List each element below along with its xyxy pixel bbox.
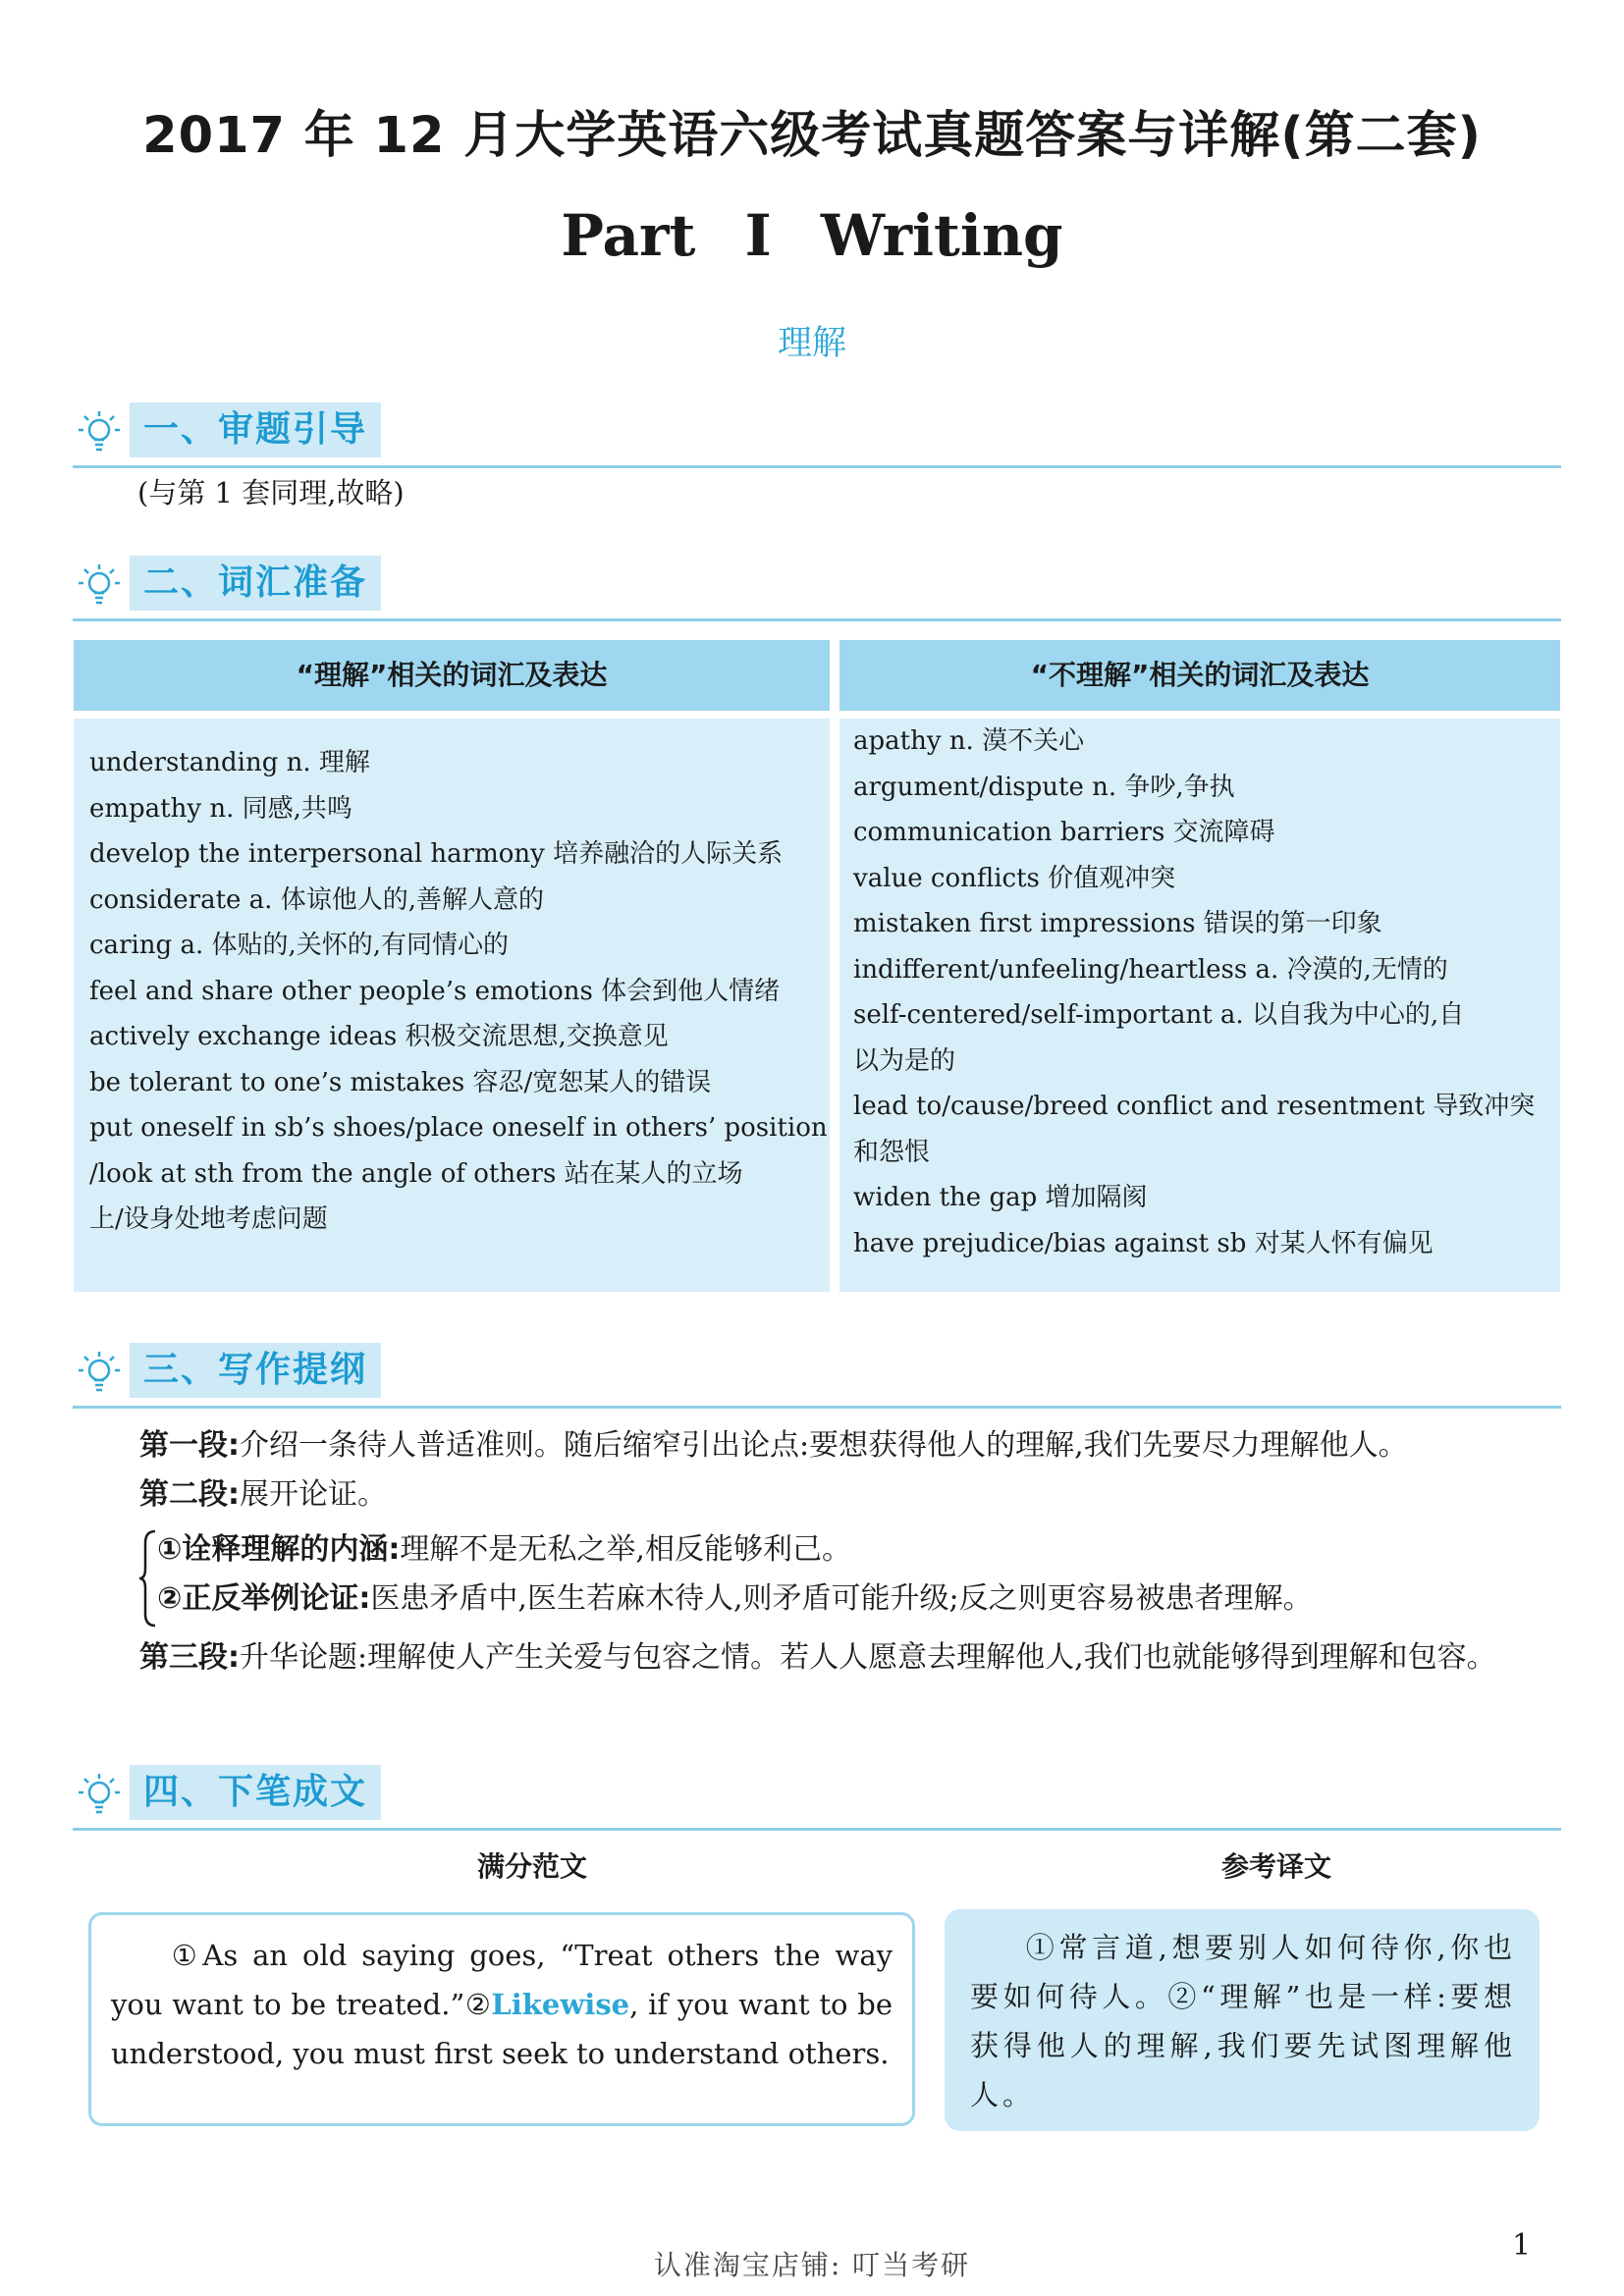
vocab-left-item: feel and share other people’s emotions 体会到他人情绪 [89,976,781,1006]
vocab-right-item: indifferent/unfeeling/heartless a. 冷漠的,无情的 [853,954,1448,985]
vocab-right-item: apathy n. 漠不关心 [853,726,1085,756]
vocab-left-item: understanding n. 理解 [89,748,370,777]
outline-brace [137,1529,159,1628]
outline-sub2-text: 医患矛盾中,医生若麻木待人,则矛盾可能升级;反之则更容易被患者理解。 [370,1581,1313,1616]
model-essay-box [88,1912,915,2126]
vocab-left-item: put oneself in sb’s shoes/place oneself in others’ position [89,1113,828,1143]
vocab-right-item: have prejudice/bias against sb 对某人怀有偏见 [853,1228,1434,1258]
lightbulb-icon [73,1347,126,1400]
translation-header: 参考译文 [1221,1850,1332,1883]
vocab-right-item: mistaken first impressions 错误的第一印象 [853,909,1382,938]
outline-p1-label: 第一段: [139,1428,240,1463]
section-1-note: (与第 1 套同理,故略) [137,476,405,509]
vocab-right-item: self-centered/self-important a. 以自我为中心的,自 [853,1000,1465,1030]
vocab-left-header: “理解”相关的词汇及表达 [74,640,830,711]
vocab-right-item: value conflicts 价值观冲突 [853,863,1176,893]
essay-en-after: , if you want to be understood, you must first seek to understand others. [111,1988,893,2070]
outline-sub1-label: ①诠释理解的内涵: [157,1532,401,1567]
outline-p1-text: 介绍一条待人普适准则。随后缩窄引出论点:要想获得他人的理解,我们先要尽力理解他人。 [240,1428,1408,1463]
lightbulb-icon [73,406,126,459]
vocab-right-item: widen the gap 增加隔阂 [853,1183,1148,1212]
vocab-left-list [89,740,830,1243]
vocab-left-item: considerate a. 体谅他人的,善解人意的 [89,884,544,915]
topic-label: 理解 [777,324,846,363]
outline-paragraph-1 [139,1421,1553,1470]
outline-paragraph-2 [139,1470,1553,1520]
vocab-right-item: argument/dispute n. 争吵,争执 [853,772,1235,802]
footer-note: 认准淘宝店铺: 叮当考研 [653,2249,971,2281]
lightbulb-icon [73,560,126,613]
outline-sub2-label: ②正反举例论证: [157,1581,371,1616]
vocab-right-item: lead to/cause/breed conflict and resentment 导致冲突 [853,1092,1536,1121]
vocab-left-item: empathy n. 同感,共鸣 [89,793,352,824]
essay-en-highlight: Likewise [491,1988,630,2021]
section-header-1 [73,400,1561,468]
part-title: Part I Writing [561,202,1063,269]
section-header-2 [73,554,1561,621]
essay-en-before: ①As an old saying goes, “Treat others the way you want to be treated.”② [111,1939,893,2021]
vocab-right-list [853,719,1560,1266]
vocab-left-item: actively exchange ideas 积极交流思想,交换意见 [89,1022,669,1051]
section-title-2: 二、词汇准备 [130,556,381,611]
vocab-left-item: develop the interpersonal harmony 培养融洽的人际关系 [89,839,784,869]
translation-box [945,1909,1540,2131]
vocab-right-item: 以为是的 [853,1045,956,1076]
vocab-left-item: /look at sth from the angle of others 站在某人的立场 [89,1158,743,1189]
outline-p2-text: 展开论证。 [240,1477,387,1512]
section-title-3: 三、写作提纲 [130,1343,381,1398]
vocabulary-table [74,640,1560,1292]
section-header-4 [73,1763,1561,1831]
outline-p2-label: 第二段: [139,1477,240,1512]
page-number: 1 [1512,2228,1532,2263]
outline-sub1-text: 理解不是无私之举,相反能够利己。 [400,1532,851,1567]
vocab-left-item: caring a. 体贴的,关怀的,有同情心的 [89,931,510,960]
lightbulb-icon [73,1769,126,1822]
vocab-right-item: communication barriers 交流障碍 [853,818,1275,847]
outline-p3-text: 升华论题:理解使人产生关爱与包容之情。若人人愿意去理解他人,我们也就能够得到理解和包容。 [240,1640,1496,1675]
model-essay-header: 满分范文 [477,1850,588,1883]
section-title-4: 四、下笔成文 [130,1765,381,1820]
vocab-right-item: 和怨恨 [853,1137,931,1167]
vocab-left-item: be tolerant to one’s mistakes 容忍/宽恕某人的错误 [89,1067,712,1097]
vocab-right-body [839,719,1560,1292]
vocab-right-header: “不理解”相关的词汇及表达 [839,640,1560,711]
outline-p3-label: 第三段: [139,1640,240,1675]
section-header-3 [73,1341,1561,1409]
vocab-left-body [74,719,830,1292]
section-title-1: 一、审题引导 [130,402,381,457]
outline-sub-1 [157,1525,1551,1575]
document-title: 2017 年 12 月大学英语六级考试真题答案与详解(第二套) [142,107,1482,165]
outline-sub-2 [157,1575,1551,1624]
outline-paragraph-3 [73,1633,1559,1682]
vocab-left-item: 上/设身处地考虑问题 [89,1204,328,1234]
essay-zh-text: ①常言道,想要别人如何待你,你也要如何待人。②“理解”也是一样:要想获得他人的理解,我们要先试图理解他人。 [970,1931,1516,2111]
